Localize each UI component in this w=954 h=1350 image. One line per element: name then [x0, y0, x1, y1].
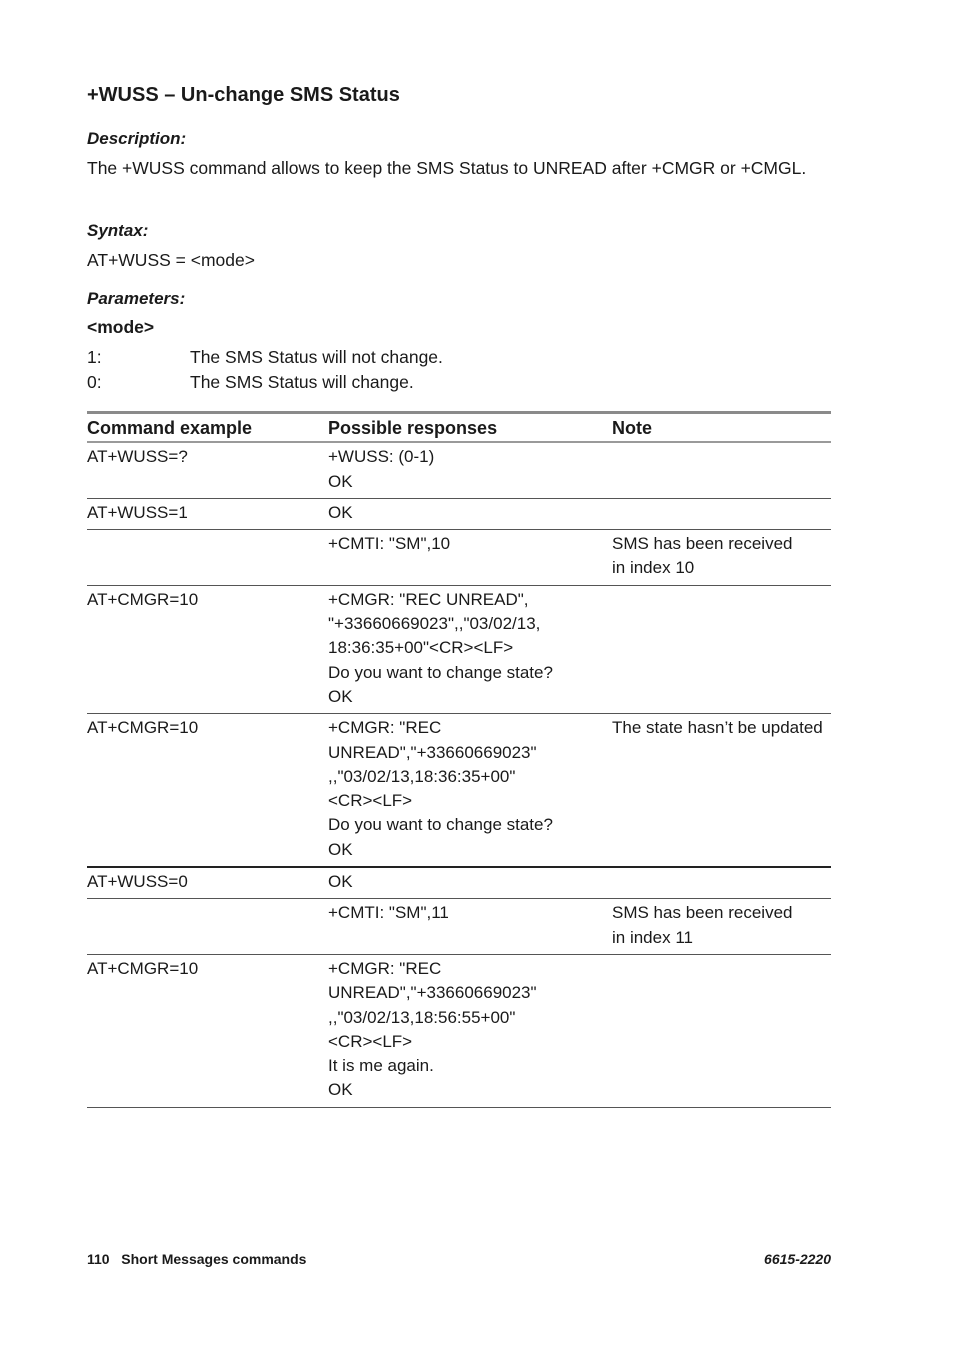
footer-left [87, 1251, 306, 1267]
command-cell: AT+CMGR=10 [87, 585, 328, 713]
responses-cell [328, 954, 612, 1107]
command-cell [87, 899, 328, 955]
parameters-label: Parameters: [87, 289, 186, 308]
command-example-table [87, 411, 831, 1108]
document-id: 6615-2220 [764, 1251, 831, 1267]
syntax-label: Syntax: [87, 221, 149, 240]
response-line: ,,"03/02/13,18:36:35+00" [328, 766, 516, 786]
description-text: The +WUSS command allows to keep the SMS Status to UNREAD after +CMGR or +CMGL. [87, 158, 807, 178]
response-line: UNREAD","+33660669023" [328, 742, 537, 762]
note-cell [612, 714, 831, 867]
page-title: +WUSS – Un-change SMS Status [87, 84, 400, 106]
responses-cell [328, 530, 612, 586]
table-row [87, 530, 831, 586]
response-line: OK [328, 1080, 353, 1100]
table-row [87, 714, 831, 867]
note-cell [612, 867, 831, 899]
note-cell [612, 585, 831, 713]
table-row [87, 585, 831, 713]
responses-cell [328, 867, 612, 899]
command-cell: AT+CMGR=10 [87, 714, 328, 867]
command-cell: AT+WUSS=0 [87, 867, 328, 899]
table-body [87, 442, 831, 1107]
response-line: Do you want to change state? [328, 662, 553, 682]
table-header-row [87, 413, 831, 443]
note-line: SMS has been received [612, 903, 793, 923]
note-cell [612, 530, 831, 586]
response-line: OK [328, 686, 353, 706]
page-number: 110 [87, 1251, 110, 1267]
table-row [87, 498, 831, 529]
description-label: Description: [87, 129, 187, 148]
parameter-value-key: 1: [87, 347, 102, 367]
response-line: ,,"03/02/13,18:56:55+00" [328, 1007, 516, 1027]
parameter-name: <mode> [87, 317, 155, 337]
responses-cell [328, 899, 612, 955]
response-line: OK [328, 502, 353, 522]
response-line: It is me again. [328, 1056, 434, 1076]
note-cell [612, 442, 831, 498]
parameter-value-key: 0: [87, 372, 102, 392]
header-possible-responses: Possible responses [328, 413, 612, 443]
table-row [87, 899, 831, 955]
response-line: Do you want to change state? [328, 815, 553, 835]
response-line: OK [328, 471, 353, 491]
syntax-text: AT+WUSS = <mode> [87, 250, 255, 270]
note-line: SMS has been received [612, 534, 793, 554]
note-line: The state hasn’t be updated [612, 718, 823, 738]
note-cell [612, 899, 831, 955]
response-line: +WUSS: (0-1) [328, 447, 435, 467]
command-cell [87, 530, 328, 586]
response-line: UNREAD","+33660669023" [328, 983, 537, 1003]
response-line: 18:36:35+00"<CR><LF> [328, 638, 514, 658]
command-cell: AT+CMGR=10 [87, 954, 328, 1107]
table-row [87, 442, 831, 498]
responses-cell [328, 442, 612, 498]
response-line: OK [328, 872, 353, 892]
header-command-example: Command example [87, 413, 328, 443]
table-row [87, 954, 831, 1107]
parameter-value-row [87, 345, 587, 370]
responses-cell [328, 714, 612, 867]
note-line: in index 10 [612, 558, 695, 578]
section-name: Short Messages commands [121, 1251, 307, 1267]
header-note: Note [612, 413, 831, 443]
response-line: +CMTI: "SM",10 [328, 534, 451, 554]
note-cell [612, 498, 831, 529]
command-cell: AT+WUSS=1 [87, 498, 328, 529]
response-line: "+33660669023",,"03/02/13, [328, 614, 541, 634]
note-cell [612, 954, 831, 1107]
response-line: +CMGR: "REC [328, 718, 442, 738]
parameter-value-desc: The SMS Status will change. [190, 372, 414, 392]
response-line: OK [328, 839, 353, 859]
response-line: +CMGR: "REC UNREAD", [328, 589, 529, 609]
response-line: +CMGR: "REC [328, 958, 442, 978]
response-line: +CMTI: "SM",11 [328, 903, 449, 923]
responses-cell [328, 585, 612, 713]
parameter-value-desc: The SMS Status will not change. [190, 347, 443, 367]
note-line: in index 11 [612, 927, 693, 947]
response-line: <CR><LF> [328, 1031, 413, 1051]
command-cell: AT+WUSS=? [87, 442, 328, 498]
parameter-value-row [87, 370, 587, 395]
table-row [87, 867, 831, 899]
response-line: <CR><LF> [328, 791, 413, 811]
responses-cell [328, 498, 612, 529]
